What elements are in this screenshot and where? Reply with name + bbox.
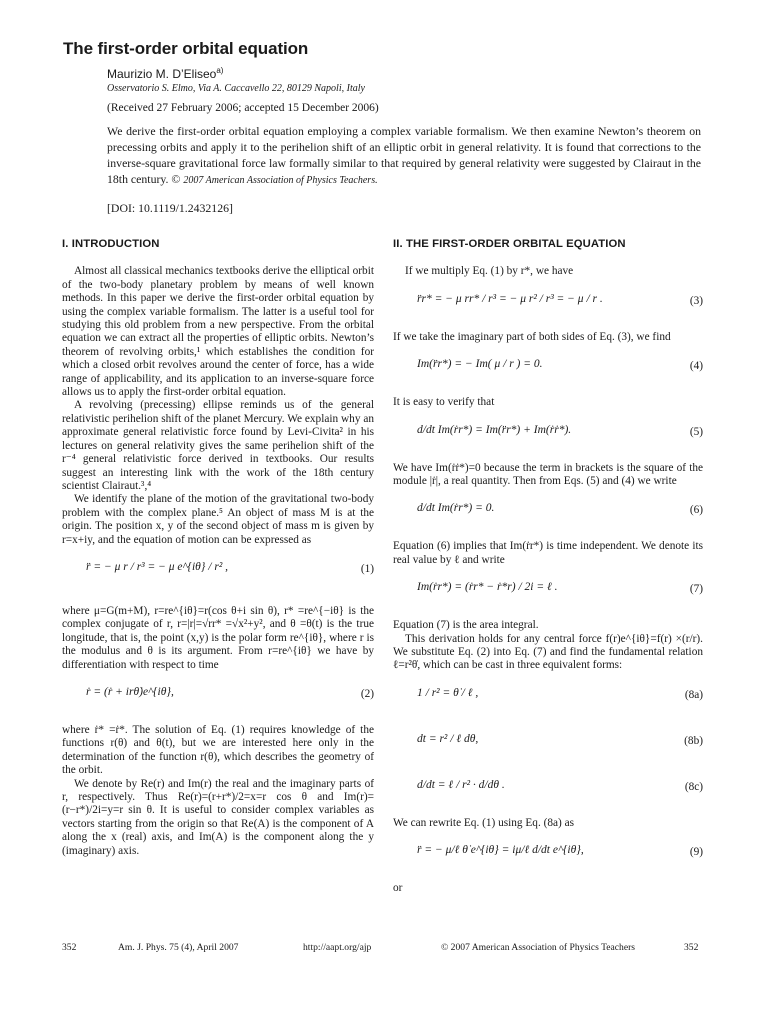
equation-8c-number: (8c): [684, 780, 703, 793]
footer-copyright: © 2007 American Association of Physics Teachers: [441, 942, 636, 953]
equation-9-expression: r̈ = − μ/ℓ θ̇ e^{iθ} = iμ/ℓ d/dt e^{iθ},: [417, 844, 584, 857]
abstract: We derive the first-order orbital equation employing a complex variable formalism. We then examine Newton’s theorem on precessing orbits and apply it to the perihelion shift of an elliptic orbit in general relativity. It is found that corrections to the inverse-square gravitational force law formally similar to that required by general relativity were suggested by Clairaut in the 18th century. © 2007 American Association of Physics Teachers.: [107, 124, 701, 186]
footer-url: http://aapt.org/ajp: [303, 942, 372, 953]
equation-8b: [393, 725, 703, 765]
equation-7: [393, 573, 703, 613]
equation-8c-expression: d/dt = ℓ / r² · d/dθ .: [417, 778, 505, 791]
abstract-copyright: 2007 American Association of Physics Teachers.: [183, 175, 378, 186]
intro-paragraph-5: where ṙ* =ṙ*. The solution of Eq. (1) requires knowledge of the functions r(θ) and θ(t), but we are interested here only in the determination of the function r(θ), which describes the geometry of the orbit.: [62, 723, 374, 777]
section-heading-orbital-equation: II. THE FIRST-ORDER ORBITAL EQUATION: [393, 238, 626, 250]
equation-5: [393, 416, 703, 456]
equation-6-number: (6): [689, 504, 703, 517]
equation-8b-number: (8b): [684, 734, 703, 747]
equation-9: [393, 836, 703, 876]
intro-paragraph-2: A revolving (precessing) ellipse reminds us of the general relativistic perihelion shift of the planet Mercury. We explain why an approximate general relativistic force found by Levi-Civita² in his lectures on general relativity gives the same perihelion shift of the r⁻⁴ general relativistic force derived in textbooks. Our results suggest an interesting link with the work of the 18th century scientist Clairaut.³,⁴: [62, 399, 374, 492]
section-heading-introduction: I. INTRODUCTION: [62, 238, 160, 250]
equation-1-number: (1): [360, 562, 374, 575]
intro-paragraph-4: where μ=G(m+M), r=re^{iθ}=r(cos θ+i sin θ), r* =re^{−iθ} is the complex conjugate of r, r=|r|=√rr* =√x²+y², and θ =θ(t) is the true longitude, that is, the point (x,y) is the polar form re^{iθ}, where r is the modulus and θ is its argument. From r=re^{iθ} we have by differentiation with respect to time: [62, 604, 374, 671]
equation-5-number: (5): [689, 425, 703, 438]
footer-journal: Am. J. Phys. 75 (4), April 2007: [118, 942, 239, 953]
left-column: [62, 238, 374, 858]
doi: [DOI: 10.1119/1.2432126]: [107, 201, 233, 215]
equation-3-number: (3): [689, 294, 703, 307]
section2-paragraph-2: If we take the imaginary part of both sides of Eq. (3), we find: [393, 330, 671, 343]
equation-6-expression: d/dt Im(ṙr*) = 0.: [417, 502, 495, 515]
equation-8b-expression: dt = r² / ℓ dθ,: [417, 732, 479, 745]
section2-paragraph-1: If we multiply Eq. (1) by r*, we have: [405, 265, 574, 278]
equation-4-expression: Im(r̈r*) = − Im( μ / r ) = 0.: [417, 358, 543, 371]
footer-page-number-right: 352: [684, 942, 699, 953]
intro-paragraph-6: We denote by Re(r) and Im(r) the real and the imaginary parts of r, respectively. Thus Re(r)=(r+r*)/2=x=r cos θ and Im(r)=(r−r*)/2i=y=r sin θ. It is useful to consider complex variables as vectors starting from the origin so that Re(A) is the component of A along the x (real) axis, and Im(A) is the component along the y (imaginary) axis.: [62, 777, 374, 857]
equation-8c: [393, 771, 703, 811]
equation-1: [62, 553, 374, 599]
intro-paragraph-1: Almost all classical mechanics textbooks derive the elliptical orbit of the two-body planetary problem by means of well known methods. In this paper we derive the first-order orbital equation by using the complex variable formalism. The latter is a useful tool for studying this old problem from a new perspective. From the orbital equation we can extract all the properties of elliptic orbits. Newton’s theorem of revolving orbits,¹ which establishes the condition for which a closed orbit revolves around the center of force, has a wide range of applicability, and its application to an inverse-square force allows us to apply the first-order orbital equation.: [62, 265, 374, 399]
equation-7-expression: Im(ṙr*) = (ṙr* − ṙ*r) / 2i = ℓ .: [417, 581, 558, 594]
equation-4: [393, 350, 703, 390]
equation-8a: [393, 679, 703, 719]
equation-2: [62, 678, 374, 718]
section2-paragraph-4: We have Im(ṙṙ*)=0 because the term in brackets is the square of the module |ṙ|, a real quantity. Then from Eqs. (5) and (4) we write: [393, 461, 703, 488]
section2-paragraph-5: Equation (6) implies that Im(ṙr*) is time independent. We denote its real value by ℓ and write: [393, 540, 703, 566]
section2-paragraph-7: This derivation holds for any central force f(r)e^{iθ}=f(r) ×(r/r). We substitute Eq. (2) into Eq. (7) and find the fundamental relation ℓ=r²θ̇, which can be cast in three equivalent forms:: [393, 632, 703, 672]
equation-8a-expression: 1 / r² = θ̇ / ℓ ,: [417, 686, 479, 699]
equation-5-expression: d/dt Im(ṙr*) = Im(r̈r*) + Im(ṙṙ*).: [417, 423, 572, 436]
author-name: Maurizio M. D’Eliseo$^{a)}$: [107, 66, 224, 81]
equation-2-number: (2): [360, 687, 374, 700]
equation-3-expression: r̈r* = − μ rr* / r³ = − μ r² / r³ = − μ / r .: [417, 292, 603, 305]
section2-paragraph-9: or: [393, 882, 403, 895]
equation-2-expression: ṙ = (ṙ + irθ̇)e^{iθ},: [86, 685, 174, 698]
equation-6: [393, 494, 703, 534]
equation-9-number: (9): [689, 846, 703, 859]
article-title: The first-order orbital equation: [63, 39, 309, 58]
footer-page-number-left: 352: [62, 942, 77, 953]
section2-paragraph-6: Equation (7) is the area integral.: [393, 619, 539, 632]
equation-4-number: (4): [689, 360, 703, 373]
equation-7-number: (7): [689, 583, 703, 596]
section2-paragraph-8: We can rewrite Eq. (1) using Eq. (8a) as: [393, 816, 575, 829]
section2-paragraph-3: It is easy to verify that: [393, 396, 495, 409]
equation-1-expression: r̈ = − μ r / r³ = − μ e^{iθ} / r² ,: [86, 560, 229, 573]
received-dates: (Received 27 February 2006; accepted 15 December 2006): [107, 102, 379, 114]
equation-3: [393, 285, 703, 325]
intro-paragraph-3: We identify the plane of the motion of the gravitational two-body problem with the complex plane.⁵ An object of mass M is at the origin. The position x, y of the second object of mass m is given by r=x+iy, and the equation of motion can be expressed as: [62, 493, 374, 546]
right-column: [393, 238, 703, 896]
equation-8a-number: (8a): [684, 688, 703, 701]
author-affiliation: Osservatorio S. Elmo, Via A. Caccavello 22, 80129 Napoli, Italy: [107, 83, 365, 94]
